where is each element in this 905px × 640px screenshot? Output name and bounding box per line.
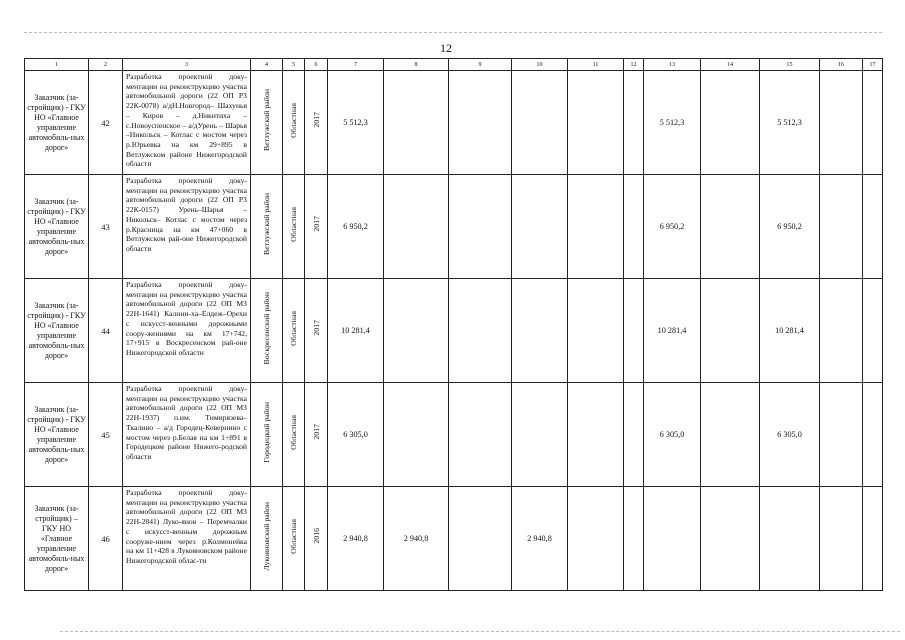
value-cell-13: 5 512,3	[644, 71, 701, 175]
value-cell-13: 10 281,4	[644, 279, 701, 383]
value-cell-16	[820, 279, 863, 383]
description-cell: Разработка проектной доку-ментации на реконструкцию участка автомобильной дороги (22 ОП МЗ 22Н-1937) п.им. Тимирязева–Ткалино – а/д Городец-Ковернино с мостом через р.Белая на км 1+891 в Городецком районе Нижего-родской области	[123, 383, 251, 487]
customer-cell: Заказчик (за-стройщик) - ГКУ НО «Главное управление автомобиль-ных дорог»	[25, 383, 89, 487]
value-cell-12	[624, 71, 644, 175]
col-header: 13	[644, 59, 701, 71]
table-row	[25, 175, 883, 279]
budget-level-cell	[283, 383, 305, 487]
value-cell-15: 6 305,0	[760, 383, 820, 487]
header-row	[25, 59, 883, 71]
budget-level-cell-text: Областная	[289, 310, 298, 346]
customer-cell: Заказчик (за-стройщик) - ГКУ НО «Главное управление автомобиль-ных дорог»	[25, 175, 89, 279]
col-header: 10	[512, 59, 568, 71]
year-cell	[305, 383, 328, 487]
value-cell-12	[624, 279, 644, 383]
budget-level-cell-text: Областная	[289, 102, 298, 138]
value-cell-14	[701, 71, 760, 175]
year-cell	[305, 487, 328, 591]
description-cell: Разработка проектной доку-ментации на реконструкцию участка автомобильной дороги (22 ОП РЗ 22К-0078) а/дН.Новгород– Шахунья – Киров – д.Никитиха – с.Новоуспенское – а/дУрень – Шарья –Никольск – Котлас с мостом через р.Юрьевка на км 29+895 в Ветлужском районе Нижегородской области	[123, 71, 251, 175]
value-cell-14	[701, 383, 760, 487]
customer-cell: Заказчик (за-стройщик) - ГКУ НО «Главное управление автомобиль-ных дорог»	[25, 279, 89, 383]
value-cell-8	[384, 71, 449, 175]
value-cell-14	[701, 487, 760, 591]
district-cell	[251, 487, 283, 591]
col-header: 2	[89, 59, 123, 71]
value-cell-14	[701, 279, 760, 383]
year-cell-text: 2016	[311, 528, 321, 544]
value-cell-7: 6 950,2	[328, 175, 384, 279]
district-cell-text: Лукояновский район	[262, 501, 271, 571]
col-header: 17	[863, 59, 883, 71]
district-cell-text: Городецкий район	[262, 401, 271, 463]
value-cell-16	[820, 383, 863, 487]
description-cell: Разработка проектной доку-ментации на реконструкцию участка автомобильной дороги (22 ОП МЗ 22Н-1641) Калини-ха–Елдеж–Орехи с искусст-венными дорожными соору-жениями на км 17+742, 17+915 в Воскресенском рай-оне Нижегородской области	[123, 279, 251, 383]
value-cell-10	[512, 71, 568, 175]
district-cell	[251, 279, 283, 383]
description-cell: Разработка проектной доку-ментации на реконструкцию участка автомобильной дороги (22 ОП МЗ 22Н-2841) Луко-янов – Перемчалки с искусст-венным дорожным сооруже-нием через р.Колмонейка на км 11+428 в Лукояновском районе Нижегородской облас-ти	[123, 487, 251, 591]
value-cell-13: 6 305,0	[644, 383, 701, 487]
value-cell-13	[644, 487, 701, 591]
page-number: 12	[440, 41, 452, 55]
value-cell-15: 6 950,2	[760, 175, 820, 279]
value-cell-11	[568, 71, 624, 175]
value-cell-15: 10 281,4	[760, 279, 820, 383]
col-header: 12	[624, 59, 644, 71]
year-cell	[305, 279, 328, 383]
value-cell-12	[624, 175, 644, 279]
value-cell-9	[449, 383, 512, 487]
col-header: 1	[25, 59, 89, 71]
value-cell-17	[863, 279, 883, 383]
value-cell-17	[863, 383, 883, 487]
col-header: 9	[449, 59, 512, 71]
value-cell-9	[449, 487, 512, 591]
value-cell-9	[449, 71, 512, 175]
value-cell-12	[624, 487, 644, 591]
value-cell-15: 5 512,3	[760, 71, 820, 175]
district-cell	[251, 383, 283, 487]
table-row	[25, 71, 883, 175]
value-cell-10	[512, 279, 568, 383]
customer-cell: Заказчик (за-стройщик) - ГКУ НО «Главное управление автомобиль-ных дорог»	[25, 71, 89, 175]
col-header: 4	[251, 59, 283, 71]
value-cell-17	[863, 175, 883, 279]
budget-level-cell-text: Областная	[289, 206, 298, 242]
table-row	[25, 383, 883, 487]
budget-level-cell	[283, 279, 305, 383]
value-cell-7: 2 940,8	[328, 487, 384, 591]
row-number-cell: 45	[89, 383, 123, 487]
value-cell-16	[820, 71, 863, 175]
value-cell-9	[449, 279, 512, 383]
value-cell-11	[568, 175, 624, 279]
financing-table	[24, 58, 883, 591]
row-number-cell: 42	[89, 71, 123, 175]
value-cell-8: 2 940,8	[384, 487, 449, 591]
value-cell-9	[449, 175, 512, 279]
year-cell	[305, 71, 328, 175]
district-cell-text: Ветлужский район	[262, 193, 271, 255]
value-cell-8	[384, 383, 449, 487]
year-cell	[305, 175, 328, 279]
district-cell	[251, 175, 283, 279]
value-cell-7: 5 512,3	[328, 71, 384, 175]
customer-cell: Заказчик (за-стройщик) – ГКУ НО «Главное управление автомобиль-ных дорог»	[25, 487, 89, 591]
value-cell-17	[863, 71, 883, 175]
district-cell-text: Воскресенский район	[262, 291, 271, 365]
budget-level-cell-text: Областная	[289, 414, 298, 450]
year-cell-text: 2017	[311, 424, 321, 440]
value-cell-16	[820, 487, 863, 591]
value-cell-11	[568, 383, 624, 487]
value-cell-8	[384, 279, 449, 383]
value-cell-10	[512, 383, 568, 487]
col-header: 5	[283, 59, 305, 71]
value-cell-7: 10 281,4	[328, 279, 384, 383]
value-cell-17	[863, 487, 883, 591]
col-header: 11	[568, 59, 624, 71]
value-cell-10	[512, 175, 568, 279]
col-header: 8	[384, 59, 449, 71]
col-header: 16	[820, 59, 863, 71]
budget-level-cell	[283, 175, 305, 279]
bottom-scan-rule	[60, 631, 900, 632]
description-cell: Разработка проектной доку-ментации на реконструкцию участка автомобильной дороги (22 ОП РЗ 22К-0157) Урень–Шарья – Никольск– Котлас с мостом через р.Красница на км 47+060 в Ветлужском рай-оне Нижегородской области	[123, 175, 251, 279]
col-header: 6	[305, 59, 328, 71]
row-number-cell: 43	[89, 175, 123, 279]
top-scan-rule	[24, 32, 882, 33]
row-number-cell: 44	[89, 279, 123, 383]
value-cell-13: 6 950,2	[644, 175, 701, 279]
value-cell-7: 6 305,0	[328, 383, 384, 487]
value-cell-8	[384, 175, 449, 279]
value-cell-14	[701, 175, 760, 279]
budget-level-cell-text: Областная	[289, 518, 298, 554]
budget-level-cell	[283, 71, 305, 175]
value-cell-16	[820, 175, 863, 279]
value-cell-12	[624, 383, 644, 487]
value-cell-11	[568, 487, 624, 591]
table-row	[25, 279, 883, 383]
value-cell-15	[760, 487, 820, 591]
budget-level-cell	[283, 487, 305, 591]
col-header: 7	[328, 59, 384, 71]
year-cell-text: 2017	[311, 112, 321, 128]
district-cell	[251, 71, 283, 175]
value-cell-11	[568, 279, 624, 383]
value-cell-10: 2 940,8	[512, 487, 568, 591]
year-cell-text: 2017	[311, 320, 321, 336]
district-cell-text: Ветлужский район	[262, 89, 271, 151]
year-cell-text: 2017	[311, 216, 321, 232]
col-header: 3	[123, 59, 251, 71]
col-header: 14	[701, 59, 760, 71]
row-number-cell: 46	[89, 487, 123, 591]
table-row	[25, 487, 883, 591]
col-header: 15	[760, 59, 820, 71]
